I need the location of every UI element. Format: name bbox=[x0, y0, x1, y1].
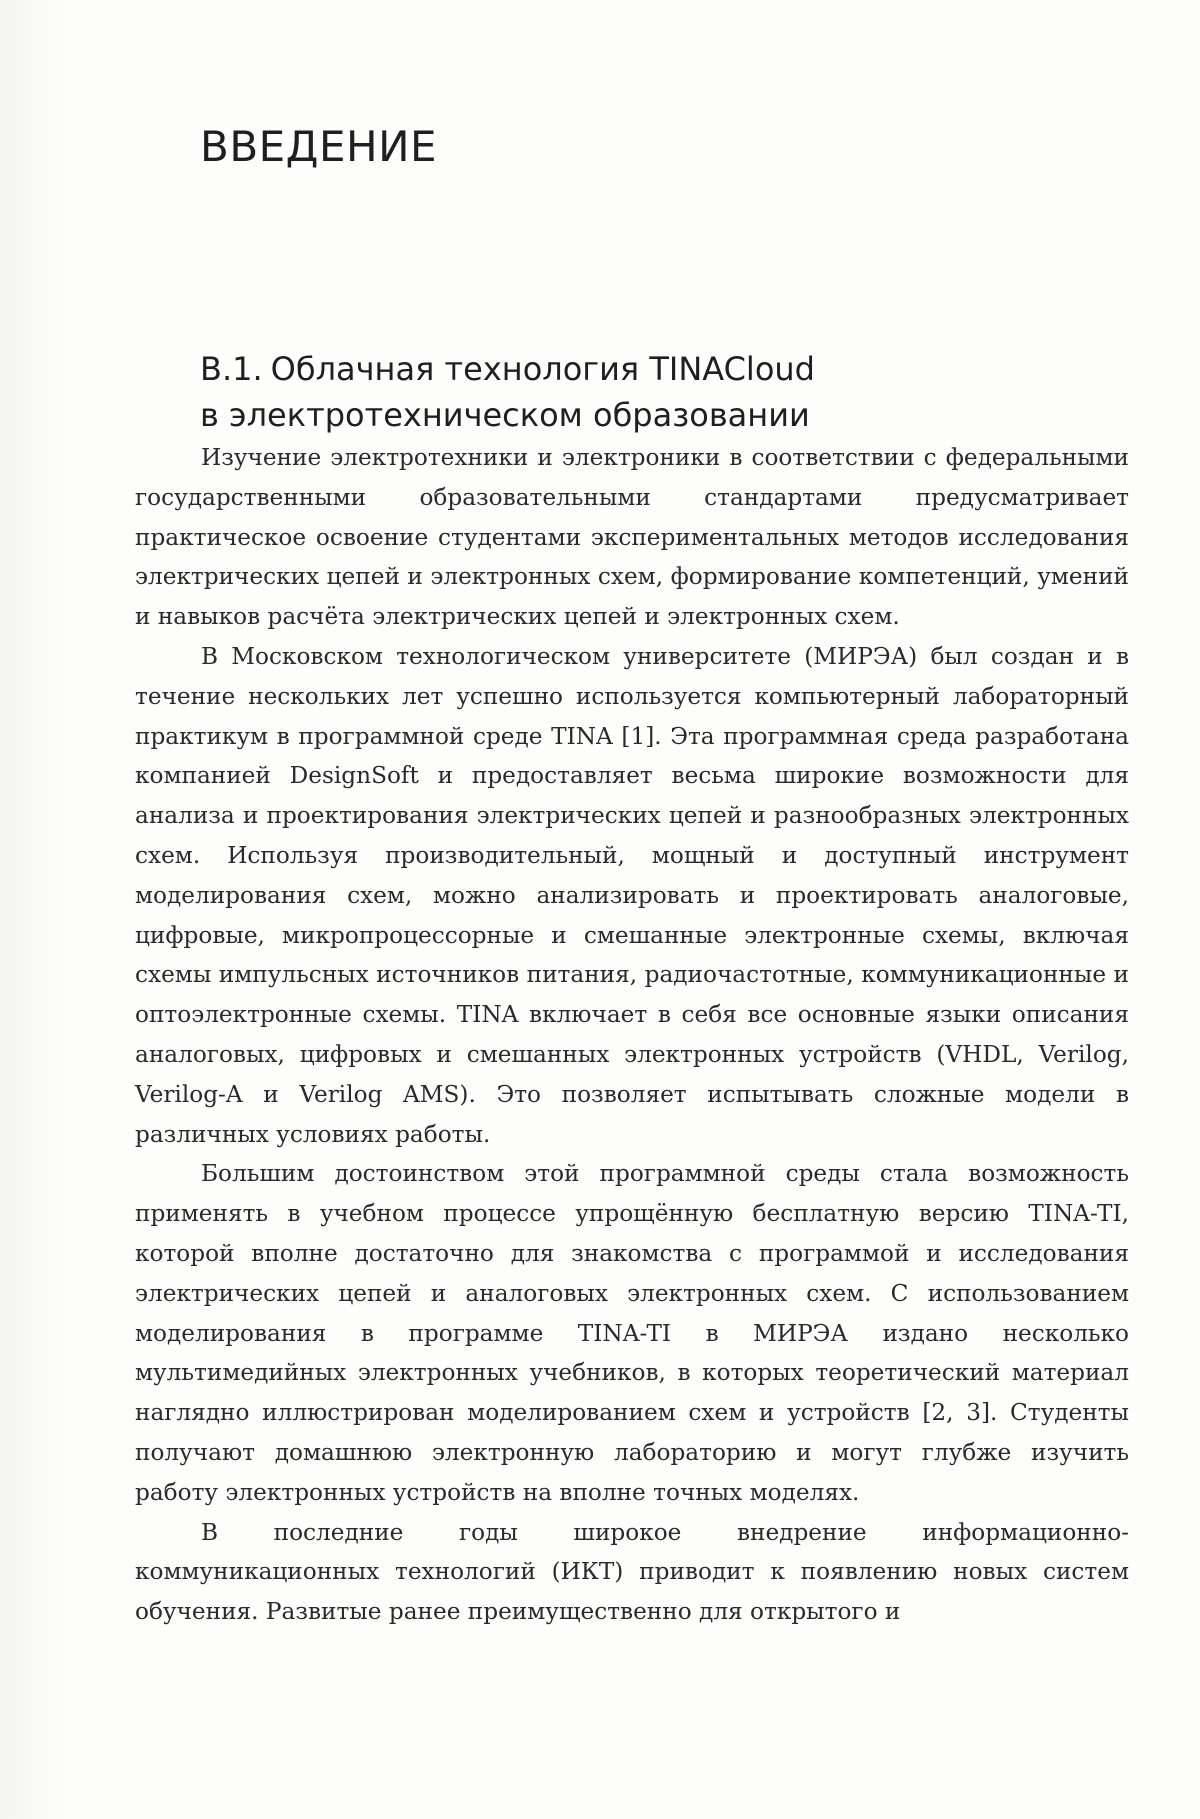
paragraph: В последние годы широкое внедрение информационно-коммуникационных технологий (ИКТ) приводит к появлению новых систем обучения. Развитые ранее преимущественно для открытого и bbox=[135, 1518, 1129, 1626]
paragraph: В Московском технологическом университете (МИРЭА) был создан и в течение нескольких лет успешно используется компьютерный лабораторный практикум в программной среде TINA [1]. Эта программная среда разработана компанией DesignSoft и предоставляет весьма широкие возможности для анализа и проектирования электрических цепей и разнообразных электронных схем. Используя производительный, мощный и доступный инструмент моделирования схем, можно анализировать и проектировать аналоговые, цифровые, микропроцессорные и смешанные электронные схемы, включая схемы импульсных источников питания, радиочастотные, коммуникационные и оптоэлектронные схемы. TINA включает в себя все основные языки описания аналоговых, цифровых и смешанных электронных устройств (VHDL, Verilog, Verilog-A и Verilog AMS). Это позволяет испытывать сложные модели в различных условиях работы. bbox=[135, 642, 1129, 1148]
body-text bbox=[135, 438, 1129, 1632]
section-title-line-1: Облачная технология TINACloud bbox=[270, 350, 815, 388]
chapter-title: ВВЕДЕНИЕ bbox=[200, 122, 438, 171]
section-title-line-2: в электротехническом образовании bbox=[200, 396, 810, 434]
section-number: В.1. bbox=[200, 350, 263, 388]
page-binding-shadow bbox=[0, 0, 70, 1819]
paragraph: Большим достоинством этой программной среды стала возможность применять в учебном процессе упрощённую бесплатную версию TINA-TI, которой вполне достаточно для знакомства с программой и исследования электрических цепей и аналоговых электронных схем. С использованием моделирования в программе TINA-TI в МИРЭА издано несколько мультимедийных электронных учебников, в которых теоретический материал наглядно иллюстрирован моделированием схем и устройств [2, 3]. Студенты получают домашнюю электронную лабораторию и могут глубже изучить работу электронных устройств на вполне точных моделях. bbox=[135, 1160, 1129, 1506]
paragraph: Изучение электротехники и электроники в соответствии с федеральными государственными образовательными стандартами предусматривает практическое освоение студентами экспериментальных методов исследования электрических цепей и электронных схем, формирование компетенций, умений и навыков расчёта электрических цепей и электронных схем. bbox=[135, 444, 1129, 631]
section-heading bbox=[200, 346, 815, 438]
